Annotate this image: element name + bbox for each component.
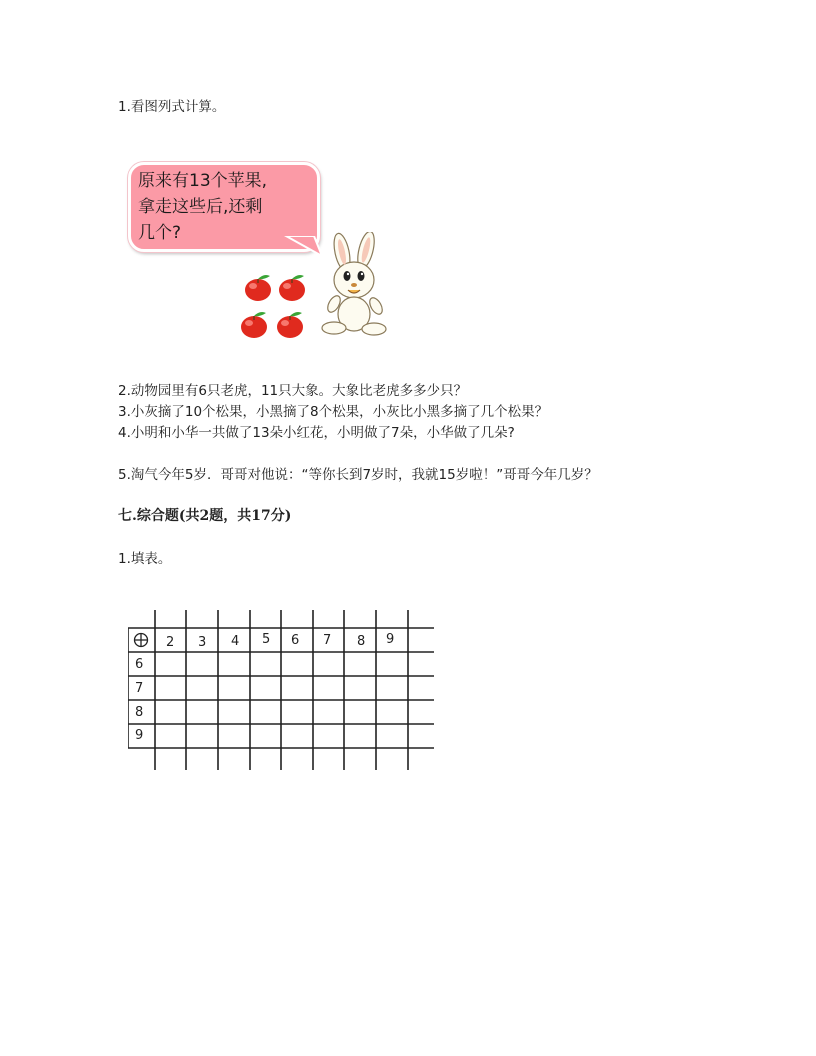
header-cell: 3 [198, 635, 207, 650]
rabbit-icon [320, 232, 394, 338]
bubble-line-2: 拿走这些后,还剩 [138, 197, 263, 217]
bubble-line-3: 几个? [138, 223, 182, 243]
header-cell: 7 [323, 633, 332, 648]
header-cell: 4 [231, 634, 240, 649]
question-4: 4.小明和小华一共做了13朵小红花，小明做了7朵，小华做了几朵? [118, 425, 515, 441]
question-1: 1.看图列式计算。 [118, 99, 226, 115]
row-header-cell: 8 [135, 705, 144, 720]
plus-circle-icon [133, 632, 149, 648]
section-question-1: 1.填表。 [118, 551, 172, 567]
row-header-cell: 7 [135, 681, 144, 696]
apple-icon [274, 308, 306, 340]
section-title: 七.综合题(共2题，共17分) [118, 508, 292, 524]
question-5: 5.淘气今年5岁．哥哥对他说：“等你长到7岁时，我就15岁啦！”哥哥今年几岁？ [118, 467, 598, 483]
header-cell: 8 [357, 634, 366, 649]
header-cell: 6 [291, 633, 300, 648]
row-header-cell: 6 [135, 657, 144, 672]
bubble-text [138, 168, 314, 246]
question-3: 3.小灰摘了10个松果，小黑摘了8个松果，小灰比小黑多摘了几个松果？ [118, 404, 549, 420]
apple-icon [242, 271, 274, 303]
header-cell: 2 [166, 635, 175, 650]
apple-icon [276, 271, 308, 303]
bubble-line-1: 原来有13个苹果, [138, 171, 268, 191]
header-cell: 5 [262, 632, 271, 647]
apple-icon [238, 308, 270, 340]
row-header-cell: 9 [135, 728, 144, 743]
illustration [120, 158, 410, 348]
header-cell: 9 [386, 632, 395, 647]
question-2: 2.动物园里有6只老虎，11只大象。大象比老虎多多少只？ [118, 383, 468, 399]
